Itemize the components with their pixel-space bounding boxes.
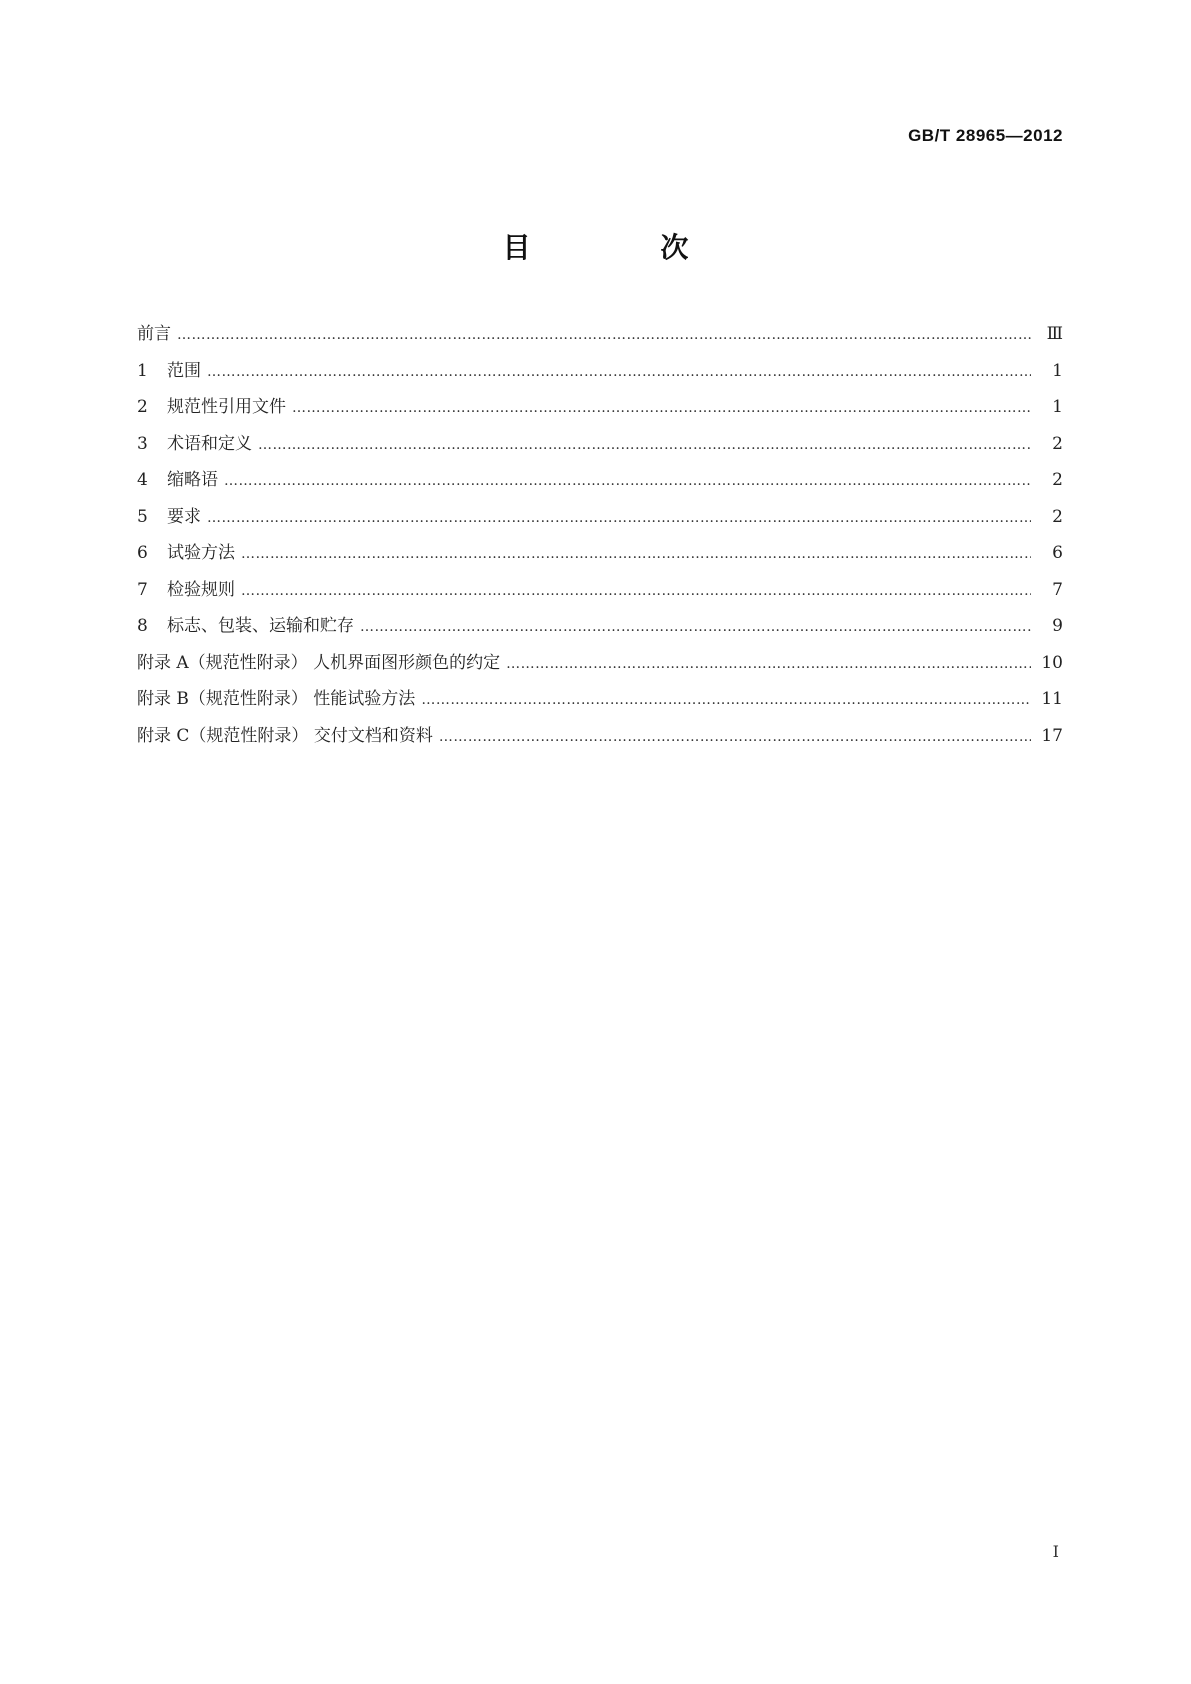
standard-code: GB/T 28965—2012 — [908, 126, 1063, 145]
toc-entry-page: 11 — [1041, 689, 1063, 709]
toc-entry-page: 17 — [1041, 725, 1063, 746]
page-title: 目 次 — [502, 231, 749, 264]
toc-entry-1[interactable] — [137, 353, 1063, 390]
page-number: I — [1052, 1542, 1059, 1561]
toc-entry-4[interactable] — [137, 462, 1063, 499]
toc-leader-dots — [224, 463, 1031, 500]
toc-entry-label: 附录 B（规范性附录） 性能试验方法 — [137, 689, 416, 709]
toc-leader-dots — [506, 646, 1031, 683]
toc-entry-label: 4 缩略语 — [137, 470, 218, 490]
toc-entry-label: 3 术语和定义 — [137, 433, 252, 454]
toc-entry-annex-a[interactable] — [137, 645, 1063, 682]
toc-entry-annex-c[interactable] — [137, 718, 1063, 755]
toc-leader-dots — [177, 317, 1031, 354]
toc-entry-page: 2 — [1052, 506, 1063, 527]
toc-entry-label: 1 范围 — [137, 360, 201, 381]
toc-entry-page: 6 — [1052, 543, 1063, 563]
toc-entry-page: 9 — [1052, 616, 1063, 636]
toc-entry-label: 6 试验方法 — [137, 543, 235, 563]
toc-leader-dots — [439, 719, 1031, 756]
toc-entry-8[interactable] — [137, 608, 1063, 645]
toc-entry-page: Ⅲ — [1046, 324, 1063, 344]
toc-entry-page: 2 — [1052, 470, 1063, 490]
toc-entry-page: 1 — [1052, 360, 1063, 381]
toc-entry-foreword[interactable] — [137, 316, 1063, 353]
toc-entry-5[interactable] — [137, 499, 1063, 536]
toc-entry-page: 7 — [1052, 579, 1063, 600]
toc-leader-dots — [258, 427, 1031, 464]
toc-entry-label: 7 检验规则 — [137, 579, 235, 600]
toc-entry-page: 10 — [1041, 652, 1063, 673]
toc-leader-dots — [241, 573, 1031, 610]
toc-entry-label: 5 要求 — [137, 506, 201, 527]
toc-leader-dots — [360, 609, 1031, 646]
toc-entry-annex-b[interactable] — [137, 681, 1063, 718]
toc-entry-page: 2 — [1052, 433, 1063, 454]
toc-leader-dots — [207, 354, 1031, 391]
toc-entry-page: 1 — [1052, 397, 1063, 417]
table-of-contents — [137, 316, 1063, 754]
toc-leader-dots — [207, 500, 1031, 537]
toc-entry-label: 8 标志、包装、运输和贮存 — [137, 616, 354, 636]
toc-entry-6[interactable] — [137, 535, 1063, 572]
toc-leader-dots — [421, 682, 1031, 719]
toc-entry-7[interactable] — [137, 572, 1063, 609]
toc-entry-label: 附录 A（规范性附录） 人机界面图形颜色的约定 — [137, 652, 501, 673]
toc-entry-label: 2 规范性引用文件 — [137, 397, 286, 417]
toc-leader-dots — [292, 390, 1031, 427]
toc-entry-3[interactable] — [137, 426, 1063, 463]
toc-entry-label: 附录 C（规范性附录） 交付文档和资料 — [137, 725, 433, 746]
toc-entry-2[interactable] — [137, 389, 1063, 426]
toc-leader-dots — [241, 536, 1031, 573]
toc-entry-label: 前言 — [137, 324, 171, 344]
